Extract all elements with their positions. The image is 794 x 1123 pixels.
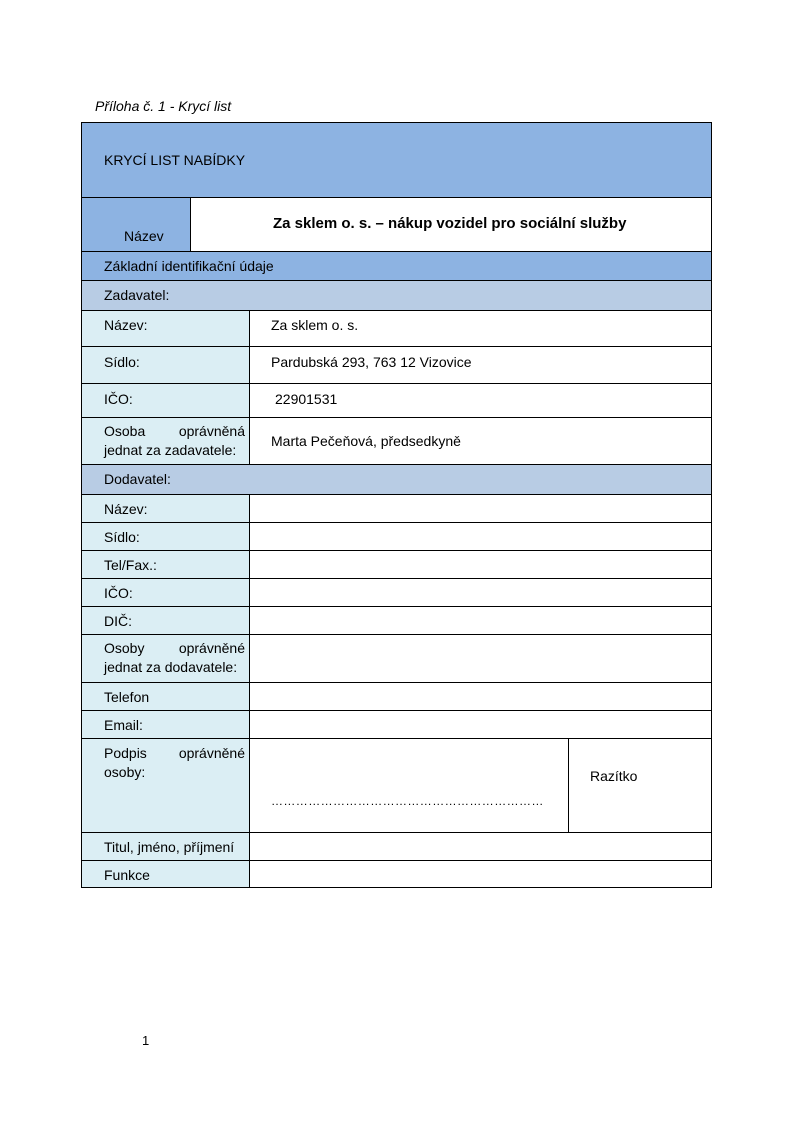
dodavatel-telfax-label: Tel/Fax.: [82,551,250,578]
zadavatel-seat-label: Sídlo: [82,347,250,383]
zadavatel-person-row [82,417,711,464]
signature-row [82,738,711,832]
function-label: Funkce [82,861,250,887]
title-name-row [82,832,711,860]
dodavatel-header: Dodavatel: [82,465,711,494]
basic-section-header: Základní identifikační údaje [82,252,711,280]
basic-section-row [82,251,711,280]
dodavatel-name-row [82,494,711,522]
zadavatel-ico-row [82,383,711,417]
zadavatel-person-label-line1: Osoba oprávněná [104,423,245,439]
stamp-label: Razítko [590,768,638,784]
form-title-row [82,123,711,197]
dodavatel-name-value[interactable] [250,495,711,522]
dodavatel-phone-row [82,682,711,710]
dodavatel-person-row [82,634,711,682]
dodavatel-name-label: Název: [82,495,250,522]
zadavatel-ico-value: 22901531 [275,391,338,407]
function-row [82,860,711,887]
signature-label-line1: Podpis oprávněné [104,745,245,761]
zadavatel-name-value: Za sklem o. s. [271,317,359,333]
zadavatel-header: Zadavatel: [82,281,711,310]
dodavatel-phone-value[interactable] [250,683,711,710]
page-number: 1 [142,1033,150,1048]
dodavatel-seat-label: Sídlo: [82,523,250,550]
dodavatel-telfax-row [82,550,711,578]
signature-dotted-line: ………………………………………………………… [271,794,544,808]
tender-name-row [82,197,711,251]
function-value[interactable] [250,861,711,887]
dodavatel-person-label-line2: jednat za dodavatele: [104,659,238,675]
zadavatel-person-label-line2: jednat za zadavatele: [104,442,237,458]
title-name-label: Titul, jméno, příjmení [82,833,250,860]
zadavatel-seat-value: Pardubská 293, 763 12 Vizovice [271,354,472,370]
zadavatel-name-row [82,310,711,346]
dodavatel-dic-label: DIČ: [82,607,250,634]
zadavatel-name-label: Název: [82,311,250,346]
dodavatel-telfax-value[interactable] [250,551,711,578]
dodavatel-seat-row [82,522,711,550]
dodavatel-phone-label: Telefon [82,683,250,710]
title-name-value[interactable] [250,833,711,860]
dodavatel-email-value[interactable] [250,711,711,738]
signature-field[interactable] [250,739,569,832]
dodavatel-email-label: Email: [82,711,250,738]
zadavatel-section-row [82,280,711,310]
dodavatel-person-label [82,635,250,682]
dodavatel-person-value[interactable] [250,635,711,682]
signature-label [82,739,250,832]
form-title: KRYCÍ LIST NABÍDKY [82,123,711,197]
dodavatel-ico-row [82,578,711,606]
dodavatel-person-label-line1: Osoby oprávněné [104,640,245,656]
cover-sheet-form [81,122,712,888]
stamp-field [569,739,711,832]
tender-name-label: Název [82,198,191,251]
dodavatel-ico-label: IČO: [82,579,250,606]
dodavatel-dic-row [82,606,711,634]
dodavatel-dic-value[interactable] [250,607,711,634]
dodavatel-seat-value[interactable] [250,523,711,550]
annex-label: Příloha č. 1 - Krycí list [95,98,232,114]
tender-name-value: Za sklem o. s. – nákup vozidel pro sociální služby [273,215,627,232]
dodavatel-ico-value[interactable] [250,579,711,606]
dodavatel-section-row [82,464,711,494]
zadavatel-ico-label: IČO: [82,384,250,417]
dodavatel-email-row [82,710,711,738]
signature-area [250,739,711,832]
signature-label-line2: osoby: [104,764,146,780]
zadavatel-person-value: Marta Pečeňová, předsedkyně [271,433,461,449]
zadavatel-person-label [82,418,250,464]
zadavatel-seat-row [82,346,711,383]
